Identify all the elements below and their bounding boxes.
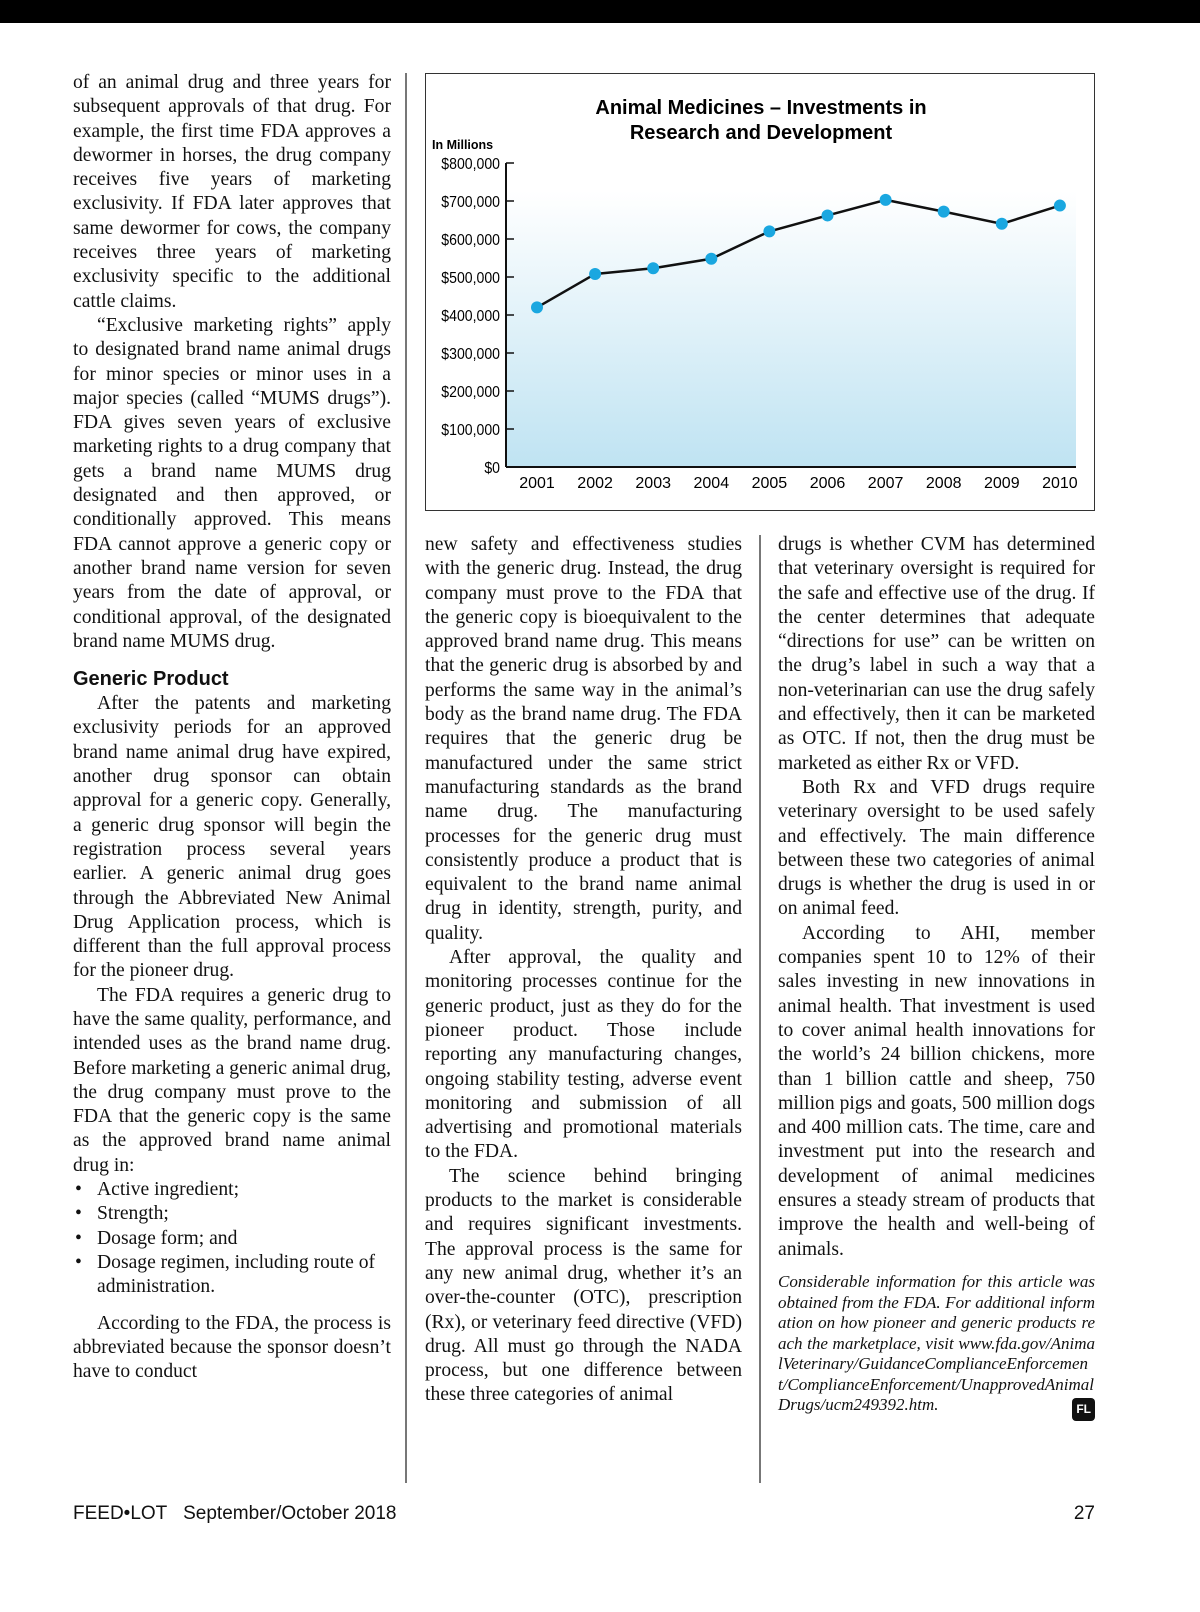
paragraph: new safety and effectiveness studies with the generic drug. Instead, the drug company must prove to the FDA that the generic copy is bioequivalent to the approved brand name drug. This means that the generic drug is absorbed by and performs the same way in the animal’s body as the brand name drug. The FDA requires that the generic drug be manufactured under the same strict manufacturing standards as the brand name drug. The manufacturing processes for the generic drug must consistently produce a product that is equivalent to the brand name animal drug in identity, strength, purity, and quality.: [425, 534, 742, 944]
page-number: 27: [1073, 1503, 1095, 1524]
y-axis-label: In Millions: [432, 138, 494, 152]
paragraph: “Exclusive marketing rights” apply to designated brand name animal drugs for minor species or minor uses in a major species (called “MUMS drugs”). FDA gives seven years of exclusive marketing rights to a drug company that gets a brand name MUMS drug designated and then approved, or conditionally approved. This means FDA cannot approve a generic copy or another brand name version for seven years from the date of approval, or conditional approval, of the designated brand name MUMS drug.: [73, 314, 391, 652]
x-tick-label: 2003: [635, 475, 671, 492]
data-point: [996, 218, 1008, 230]
column-right: [778, 533, 1095, 1421]
paragraph: Both Rx and VFD drugs require veterinary oversight to be used safely and effectively. The main difference between these two categories of animal drugs is whether the drug is used in or on animal feed.: [778, 776, 1095, 920]
column-left: [73, 71, 391, 1384]
x-tick-label: 2007: [867, 475, 904, 492]
y-tick-label: $800,000: [441, 155, 500, 174]
y-tick-label: $300,000: [441, 345, 500, 364]
paragraph: The FDA requires a generic drug to have the same quality, performance, and intended uses as the brand name drug. Before marketing a generic animal drug, the drug company must prove to the FDA that the generic copy is the same as the approved brand name animal drug in:: [73, 984, 391, 1176]
publication-name: FEED•LOT: [73, 1503, 168, 1524]
y-tick-label: $600,000: [441, 231, 500, 250]
y-tick-label: $200,000: [441, 383, 500, 402]
paragraph: After the patents and marketing exclusivity periods for an approved brand name animal drug have expired, another drug sponsor can obtain approval for a generic copy. Generally, a generic drug sponsor will begin the registration process several years earlier. A generic animal drug goes through the Abbreviated New Animal Drug Application process, which is different than the full approval process for the pioneer drug.: [73, 693, 391, 982]
x-tick-label: 2009: [984, 475, 1020, 492]
data-point: [880, 194, 892, 206]
chart-title-line-1: Animal Medicines – Investments in: [595, 97, 927, 119]
column-divider: [405, 73, 407, 1483]
x-tick-label: 2008: [925, 475, 962, 492]
column-middle: [425, 533, 742, 1408]
data-point: [822, 209, 834, 221]
data-point: [589, 268, 601, 280]
data-point: [647, 262, 659, 274]
y-tick-label: $700,000: [441, 193, 500, 212]
paragraph: The science behind bringing products to the market is considerable and requires significant investments. The approval process is the same for any new animal drug, whether it’s an over-the-counter (OTC), prescription (Rx), or veterinary feed directive (VFD) drug. All must go through the NADA process, but one difference between these three categories of animal: [425, 1165, 742, 1406]
chart-svg: [426, 74, 1094, 510]
paragraph: According to the FDA, the process is abbreviated because the sponsor doesn’t have to conduct: [73, 1312, 391, 1383]
section-heading: Generic Product: [73, 668, 229, 691]
y-tick-label: $0: [484, 459, 500, 478]
feedlot-logo: FL: [1072, 1398, 1095, 1421]
x-tick-label: 2002: [577, 475, 613, 492]
column-divider: [759, 535, 761, 1483]
chart-investments: [425, 73, 1095, 511]
data-point: [1054, 200, 1066, 212]
x-tick-label: 2006: [809, 475, 846, 492]
y-tick-label: $400,000: [441, 307, 500, 326]
x-tick-label: 2005: [751, 475, 788, 492]
paragraph: drugs is whether CVM has determined that veterinary oversight is required for the safe and effective use of the drug. If the center determines that adequate “directions for use” can be written on the drug’s label in such a way that a non-veterinarian can use the drug safely and effectively, then it can be marketed as OTC. If not, then the drug must be marketed as either Rx or VFD.: [778, 534, 1095, 774]
x-tick-label: 2001: [519, 475, 555, 492]
list-item: • Dosage form; and: [73, 1227, 391, 1251]
data-point: [763, 225, 775, 237]
data-point: [531, 301, 543, 313]
issue-date: September/October 2018: [183, 1503, 397, 1524]
source-note: [778, 1272, 1095, 1416]
data-point: [705, 253, 717, 265]
paragraph: After approval, the quality and monitoring processes continue for the generic product, just as they do for the pioneer product. Those include reporting any manufacturing changes, ongoing stability testing, adverse event monitoring and submission of all advertising and promotional materials to the FDA.: [425, 947, 742, 1163]
top-bar: [0, 0, 1200, 23]
plot-area-fill: [506, 191, 1076, 467]
list-item: • Dosage regimen, including route of administration.: [73, 1251, 391, 1300]
data-point: [938, 206, 950, 218]
bullet-list: [73, 1178, 391, 1299]
list-item: • Strength;: [73, 1202, 391, 1226]
chart-title-line-2: Research and Development: [629, 122, 893, 144]
x-tick-label: 2010: [1042, 475, 1078, 492]
x-tick-label: 2004: [693, 475, 730, 492]
paragraph: of an animal drug and three years for subsequent approvals of that drug. For example, the first time FDA approves a dewormer in horses, the drug company receives five years of marketing exclusivity. If FDA later approves that same dewormer for cows, the company receives three years of marketing exclusivity specific to the additional cattle claims.: [73, 72, 391, 312]
y-tick-label: $500,000: [441, 269, 500, 288]
paragraph: According to AHI, member companies spent 10 to 12% of their sales investing in new innovations in animal health. That investment is used to cover animal health innovations for the world’s 24 billion chickens, more than 1 billion cattle and sheep, 750 million pigs and goats, 500 million dogs and 400 million cats. The time, care and investment put into the research and development of animal medicines ensures a steady stream of products that improve the health and well-being of animals.: [778, 922, 1095, 1260]
footer-left: [73, 1503, 396, 1525]
source-note-text: Considerable information for this article was obtained from the FDA. For additional information on how pioneer and generic products reach the marketplace, visit www.fda.gov/AnimalVeterinary/GuidanceComplianceEnforcement/ComplianceEnforcement/UnapprovedAnimalDrugs/ucm249392.htm.: [778, 1271, 1095, 1415]
list-item: • Active ingredient;: [73, 1178, 391, 1202]
y-tick-label: $100,000: [441, 421, 500, 440]
